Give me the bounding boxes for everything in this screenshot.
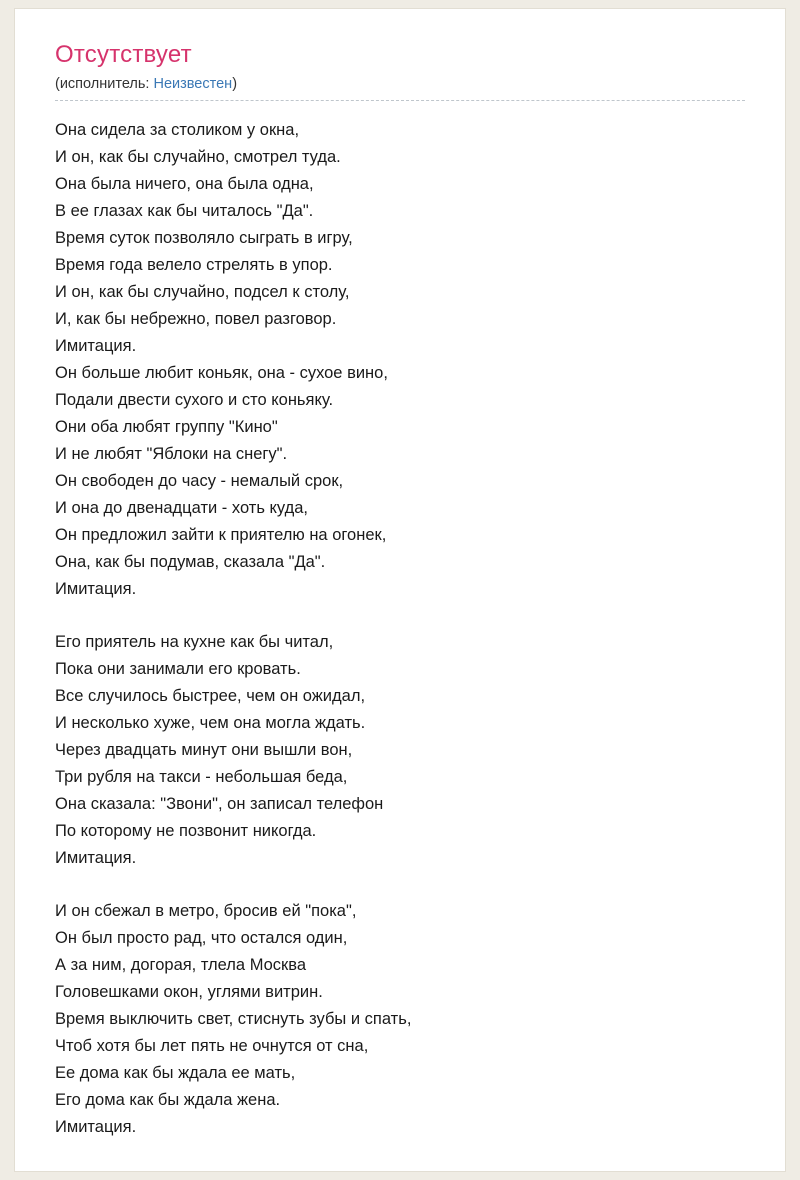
lyric-line: Его приятель на кухне как бы читал,	[55, 632, 334, 651]
lyrics-body	[55, 117, 745, 1141]
lyric-line: Он свободен до часу - немалый срок,	[55, 471, 344, 490]
lyric-line: И она до двенадцати - хоть куда,	[55, 498, 308, 517]
lyric-line: Все случилось быстрее, чем он ожидал,	[55, 686, 366, 705]
lyric-line: И несколько хуже, чем она могла ждать.	[55, 713, 366, 732]
lyric-line: Три рубля на такси - небольшая беда,	[55, 767, 348, 786]
page-title: Отсутствует	[55, 41, 192, 68]
lyric-line: Время выключить свет, стиснуть зубы и спать,	[55, 1009, 412, 1028]
lyric-line: Она, как бы подумав, сказала "Да".	[55, 552, 326, 571]
lyrics-stanza	[55, 117, 745, 603]
lyric-line: Его дома как бы ждала жена.	[55, 1090, 281, 1109]
artist-suffix-label: )	[232, 75, 238, 92]
artist-link[interactable]: Неизвестен	[153, 75, 233, 92]
lyric-line: Время года велело стрелять в упор.	[55, 255, 333, 274]
lyric-line: По которому не позвонит никогда.	[55, 821, 317, 840]
lyric-line: Ее дома как бы ждала ее мать,	[55, 1063, 296, 1082]
lyric-line: Имитация.	[55, 1117, 137, 1136]
lyric-line: Он был просто рад, что остался один,	[55, 928, 348, 947]
lyrics-stanza	[55, 629, 745, 872]
header-divider	[55, 100, 745, 101]
lyric-line: Имитация.	[55, 336, 137, 355]
lyric-line: И он, как бы случайно, смотрел туда.	[55, 147, 341, 166]
lyric-line: Имитация.	[55, 848, 137, 867]
lyric-line: Он больше любит коньяк, она - сухое вино,	[55, 363, 388, 382]
artist-line	[55, 76, 745, 92]
lyric-line: Они оба любят группу "Кино"	[55, 417, 278, 436]
lyric-line: Подали двести сухого и сто коньяку.	[55, 390, 334, 409]
lyrics-stanza	[55, 898, 745, 1141]
lyric-line: В ее глазах как бы читалось "Да".	[55, 201, 314, 220]
lyric-line: Он предложил зайти к приятелю на огонек,	[55, 525, 387, 544]
lyric-line: Головешками окон, углями витрин.	[55, 982, 323, 1001]
lyric-line: А за ним, догорая, тлела Москва	[55, 955, 307, 974]
lyrics-sheet	[14, 8, 786, 1172]
lyric-line: Пока они занимали его кровать.	[55, 659, 301, 678]
lyric-line: Она была ничего, она была одна,	[55, 174, 314, 193]
lyric-line: И не любят "Яблоки на снегу".	[55, 444, 288, 463]
lyric-line: Через двадцать минут они вышли вон,	[55, 740, 353, 759]
lyric-line: Имитация.	[55, 579, 137, 598]
lyric-line: И он, как бы случайно, подсел к столу,	[55, 282, 350, 301]
lyric-line: И он сбежал в метро, бросив ей "пока",	[55, 901, 357, 920]
lyric-line: Чтоб хотя бы лет пять не очнутся от сна,	[55, 1036, 369, 1055]
lyric-line: Она сказала: "Звони", он записал телефон	[55, 794, 384, 813]
lyric-line: Время суток позволяло сыграть в игру,	[55, 228, 353, 247]
artist-prefix-label: (исполнитель:	[55, 75, 154, 92]
lyric-line: Она сидела за столиком у окна,	[55, 120, 300, 139]
lyric-line: И, как бы небрежно, повел разговор.	[55, 309, 337, 328]
